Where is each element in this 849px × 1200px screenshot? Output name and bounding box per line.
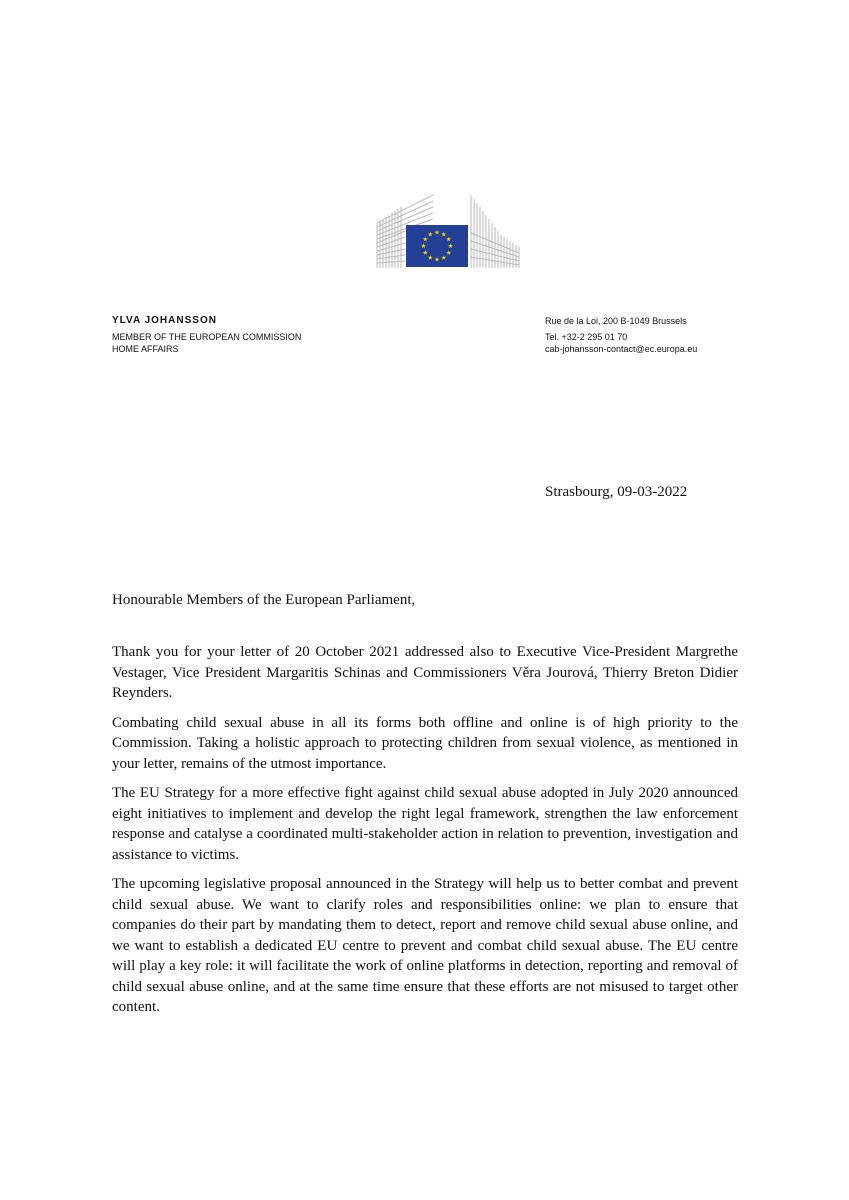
paragraph: Thank you for your letter of 20 October 2021 addressed also to Executive Vice-President Margrethe Vestager, Vice President Margaritis Schinas and Commissioners Věra Jourová, Thierry Breton Didier Reynders. bbox=[112, 644, 738, 701]
letter-body bbox=[112, 642, 738, 1027]
contact-block bbox=[545, 315, 697, 355]
building-lines-right bbox=[471, 195, 519, 268]
letter-date: Strasbourg, 09-03-2022 bbox=[545, 484, 688, 500]
sender-block bbox=[112, 315, 301, 355]
european-commission-logo bbox=[375, 193, 521, 269]
salutation: Honourable Members of the European Parliament, bbox=[112, 592, 416, 608]
contact-phone: Tel. +32-2 295 01 70 bbox=[545, 332, 628, 342]
sender-portfolio: HOME AFFAIRS bbox=[112, 344, 179, 354]
paragraph: The EU Strategy for a more effective fight against child sexual abuse adopted in July 2020 announced eight initiatives to implement and develop the right legal framework, strengthen the law enforcement response and catalyse a coordinated multi-stakeholder action in relation to prevention, investigation and assistance to victims. bbox=[112, 785, 738, 863]
sender-name: YLVA JOHANSSON bbox=[112, 315, 217, 326]
paragraph: Combating child sexual abuse in all its forms both offline and online is of high priority to the Commission. Taking a holistic approach to protecting children from sexual violence, as mentioned in your letter, remains of the utmost importance. bbox=[112, 714, 738, 772]
paragraph: The upcoming legislative proposal announced in the Strategy will help us to better combat and prevent child sexual abuse. We want to clarify roles and responsibilities online: we plan to ensure that companies do their part by mandating them to detect, report and remove child sexual abuse online, and we want to establish a dedicated EU centre to prevent and combat child sexual abuse. The EU centre will play a key role: it will facilitate the work of online platforms in detection, reporting and removal of child sexual abuse online, and at the same time ensure that these efforts are not misused to target other content. bbox=[112, 876, 738, 1015]
contact-address: Rue de la Loi, 200 B-1049 Brussels bbox=[545, 316, 687, 326]
contact-email: cab-johansson-contact@ec.europa.eu bbox=[545, 344, 698, 354]
sender-title: MEMBER OF THE EUROPEAN COMMISSION bbox=[112, 332, 302, 342]
